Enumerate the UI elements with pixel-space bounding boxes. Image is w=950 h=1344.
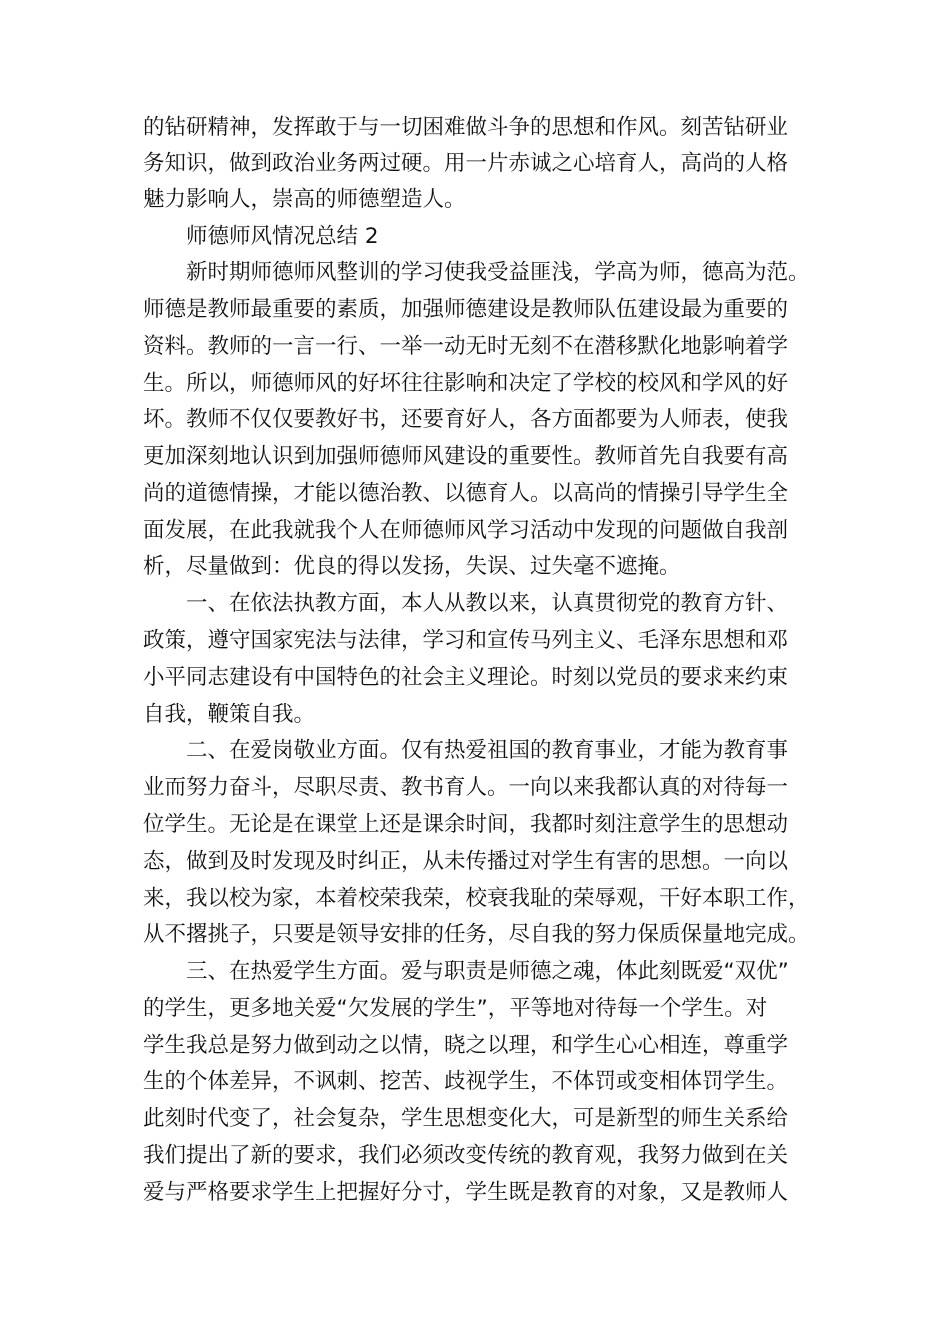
text-line: 师德是教师最重要的素质，加强师德建设是教师队伍建设最为重要的 [143,297,789,322]
text-line: 此刻时代变了，社会复杂，学生思想变化大，可是新型的师生关系给 [143,1106,789,1131]
text-line: 一、在依法执教方面，本人从教以来，认真贯彻党的教育方针、 [186,591,789,616]
text-line: 的学生，更多地关爱“欠发展的学生”，平等地对待每一个学生。对 [143,996,768,1021]
text-line: 坏。教师不仅仅要教好书，还要育好人，各方面都要为人师表，使我 [143,407,789,432]
text-line: 的钻研精神，发挥敢于与一切困难做斗争的思想和作风。刻苦钻研业 [143,115,789,140]
text-line: 尚的道德情操，才能以德治教、以德育人。以高尚的情操引导学生全 [143,481,789,506]
text-line: 三、在热爱学生方面。爱与职责是师德之魂，体此刻既爱“双优” [186,959,789,984]
text-line: 面发展，在此我就我个人在师德师风学习活动中发现的问题做自我剖 [143,518,789,543]
text-line: 业而努力奋斗，尽职尽责、教书育人。一向以来我都认真的对待每一 [143,775,789,800]
text-line: 二、在爱岗敬业方面。仅有热爱祖国的教育事业，才能为教育事 [186,738,789,763]
text-line: 魅力影响人，崇高的师德塑造人。 [143,187,466,212]
text-line: 来，我以校为家，本着校荣我荣，校衰我耻的荣辱观，干好本职工作， [143,886,810,911]
text-line: 自我，鞭策自我。 [143,702,316,727]
text-line: 爱与严格要求学生上把握好分寸，学生既是教育的对象，又是教师人 [143,1180,789,1205]
text-line: 从不撂挑子，只要是领导安排的任务，尽自我的努力保质保量地完成。 [143,922,810,947]
text-line: 我们提出了新的要求，我们必须改变传统的教育观，我努力做到在关 [143,1143,789,1168]
text-line: 小平同志建设有中国特色的社会主义理论。时刻以党员的要求来约束 [143,665,789,690]
section-heading: 师德师风情况总结 2 [186,224,379,249]
text-line: 生的个体差异，不讽刺、挖苦、歧视学生，不体罚或变相体罚学生。 [143,1069,789,1094]
text-line: 务知识，做到政治业务两过硬。用一片赤诚之心培育人，高尚的人格 [143,151,789,176]
text-line: 政策，遵守国家宪法与法律，学习和宣传马列主义、毛泽东思想和邓 [143,628,789,653]
text-line: 新时期师德师风整训的学习使我受益匪浅，学高为师，德高为范。 [186,260,810,285]
text-line: 生。所以，师德师风的好坏往往影响和决定了学校的校风和学风的好 [143,371,789,396]
text-line: 析，尽量做到：优良的得以发扬，失误、过失毫不遮掩。 [143,554,681,579]
text-line: 资料。教师的一言一行、一举一动无时无刻不在潜移默化地影响着学 [143,334,789,359]
text-line: 态，做到及时发现及时纠正，从未传播过对学生有害的思想。一向以 [143,849,789,874]
text-line: 学生我总是努力做到动之以情，晓之以理，和学生心心相连，尊重学 [143,1033,789,1058]
text-line: 更加深刻地认识到加强师德师风建设的重要性。教师首先自我要有高 [143,444,789,469]
text-line: 位学生。无论是在课堂上还是课余时间，我都时刻注意学生的思想动 [143,812,789,837]
